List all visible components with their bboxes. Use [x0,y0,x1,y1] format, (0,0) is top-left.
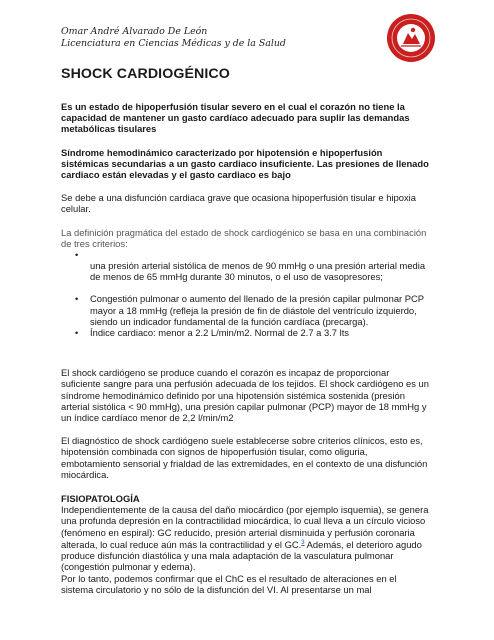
list-item [75,249,429,261]
criteria-intro: La definición pragmática del estado de shock cardiogénico se basa en una combinación de tres criterios: [61,226,427,249]
criterion-congestion: Congestión pulmonar o aumento del llenado de la presión capilar pulmonar PCP mayor a 18 mmHg (refleja la presión de fin de diástole del ventrículo izquierdo, siendo un indicador fundamental de la función cardíaca (precarga). [90,293,424,327]
fisio-paragraph [61,504,429,572]
list-item [90,260,429,282]
university-seal-logo [386,13,436,63]
list-item [75,293,429,327]
fisio-text-a: Independientemente de la causa del daño miocárdico (por ejemplo isquemia), se genera una profunda depresión en la contractilidad miocárdica, lo cual lleva a un círculo vicioso (fenómeno en espiral): GC reducido, presión arterial disminuida y perfusión coronaria alterada, lo cual reduce aún más la contractilidad y el GC. [61,504,429,551]
document-header [61,26,286,50]
criterion-pressure: una presión arterial sistólica de menos de 90 mmHg o una presión arterial media de menos de 65 mmHg durante 30 minutos, o el uso de vasopresores; [90,260,426,283]
document-title: SHOCK CARDIOGÉNICO [61,66,230,82]
fisio-text-b: Además, el deterioro agudo produce disfunción diastólica y una mala adaptación de la vasculatura pulmonar (congestión pulmonar y edema). [61,539,422,573]
author-name: Omar André Alvarado De León [61,26,208,37]
bullet-icon: • [75,249,79,261]
shock-paragraph: El shock cardiógeno se produce cuando el corazón es incapaz de proporcionar suficiente sangre para una perfusión adecuada de los tejidos. El shock cardiógeno es un síndrome hemodinámico definido por una hipotensión sistémica sostenida (presión arterial sistólica < 90 mmHg), una presión capilar pulmonar (PCP) mayor de 18 mmHg y un índice cardíaco menor de 2,2 l/min/m2 [61,367,429,424]
program-name: Licenciatura en Ciencias Médicas y de la Salud [61,38,286,49]
bullet-icon: • [75,293,79,305]
criterion-index: Índice cardiaco: menor a 2.2 L/min/m2. Normal de 2.7 a 3.7 lts [90,327,349,339]
diagnosis-paragraph: El diagnóstico de shock cardiógeno suele establecerse sobre criterios clínicos, esto es, hipotensión combinada con signos de hipoperfusión tisular, como oliguria, embotamiento sensorial y frialdad de las extremidades, en el contexto de una disfunción miocárdica. [61,435,428,480]
fisio-heading: FISIOPATOLOGÍA [61,493,140,505]
criteria-list [61,249,429,338]
definition-paragraph: Es un estado de hipoperfusión tisular severo en el cual el corazón no tiene la capacidad de mantener un gasto cardíaco adecuado para suplir las demandas metabólicas tisulares [61,101,410,135]
bullet-icon: • [75,327,79,339]
list-item [75,327,429,339]
dysfunction-paragraph: Se debe a una disfunción cardiaca grave que ocasiona hipoperfusión tisular e hipoxia celular. [61,192,416,215]
syndrome-paragraph: Síndrome hemodinámico caracterizado por hipotensión e hipoperfusión sistémicas secundarias a un gasto cardiaco insuficiente. Las presiones de llenado cardiaco están elevadas y el gasto cardiaco es bajo [61,146,429,181]
reference-link[interactable]: 3 [301,539,305,546]
document-body [61,66,429,595]
fisio-paragraph-2: Por lo tanto, podemos confirmar que el ChC es el resultado de alteraciones en el sistema circulatorio y no sólo de la disfunción del VI. Al presentarse un mal [61,572,397,595]
